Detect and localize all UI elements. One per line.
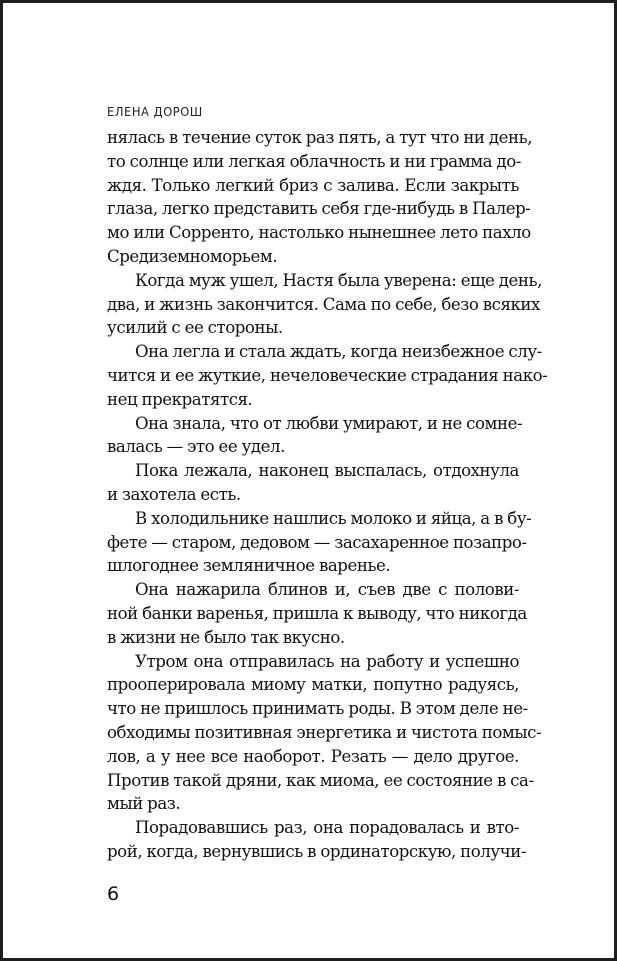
text-line: рой, когда, вернувшись в ординаторскую, получи- <box>107 841 526 861</box>
text-line: валась — это ее удел. <box>107 437 285 457</box>
text-line: Она знала, что от любви умирают, и не сомне- <box>135 413 523 433</box>
text-line: Когда муж ушел, Настя была уверена: еще день, <box>135 270 542 290</box>
text-line: два, и жизнь закончится. Сама по себе, безо всяких <box>107 294 540 314</box>
text-line: В холодильнике нашлись молоко и яйца, а в бу- <box>135 508 532 528</box>
text-line: обходимы позитивная энергетика и чистота помыс- <box>107 722 542 742</box>
text-line: ждя. Только легкий бриз с залива. Если закрыть <box>107 175 519 195</box>
text-line: и захотела есть. <box>107 484 241 504</box>
text-line: Пока лежала, наконец выспалась, отдохнула <box>135 461 519 481</box>
text-line: шлогоднее земляничное варенье. <box>107 556 391 576</box>
text-line: усилий с ее стороны. <box>107 318 283 338</box>
text-line: фете — старом, дедовом — засахаренное позапро- <box>107 532 527 552</box>
text-line: лов, а у нее все наоборот. Резать — дело другое. <box>107 746 519 766</box>
text-line: нялась в течение суток раз пять, а тут что ни день, <box>107 128 533 147</box>
text-line: чится и ее жуткие, нечеловеческие страдания нако- <box>107 365 548 385</box>
page-number: 6 <box>107 883 120 905</box>
text-line: то солнце или легкая облачность и ни грамма до- <box>107 151 521 171</box>
text-line: что не пришлось принимать роды. В этом деле не- <box>107 699 528 719</box>
text-line: Порадовавшись раз, она порадовалась и вто- <box>135 818 519 838</box>
text-line: мо или Сорренто, настолько нынешнее лето пахло <box>107 223 531 243</box>
text-line: глаза, легко представить себя где-нибудь в Палер- <box>107 199 531 219</box>
text-line: прооперировала миому матки, попутно радуясь, <box>107 675 519 695</box>
text-line: мый раз. <box>107 794 181 814</box>
text-line: Средиземноморьем. <box>107 246 278 266</box>
text-line: в жизни не было так вкусно. <box>107 627 345 647</box>
text-line: Она нажарила блинов и, съев две с полови- <box>135 580 519 600</box>
text-line: Утром она отправилась на работу и успешно <box>135 651 519 671</box>
body-text <box>107 126 548 864</box>
text-line: ной банки варенья, пришла к выводу, что никогда <box>107 603 527 623</box>
text-line: Она легла и стала ждать, когда неизбежное слу- <box>135 342 542 362</box>
text-line: Против такой дряни, как миома, ее состояние в са- <box>107 770 534 790</box>
text-line: нец прекратятся. <box>107 389 253 409</box>
running-head-author: ЕЛЕНА ДОРОШ <box>107 104 203 119</box>
